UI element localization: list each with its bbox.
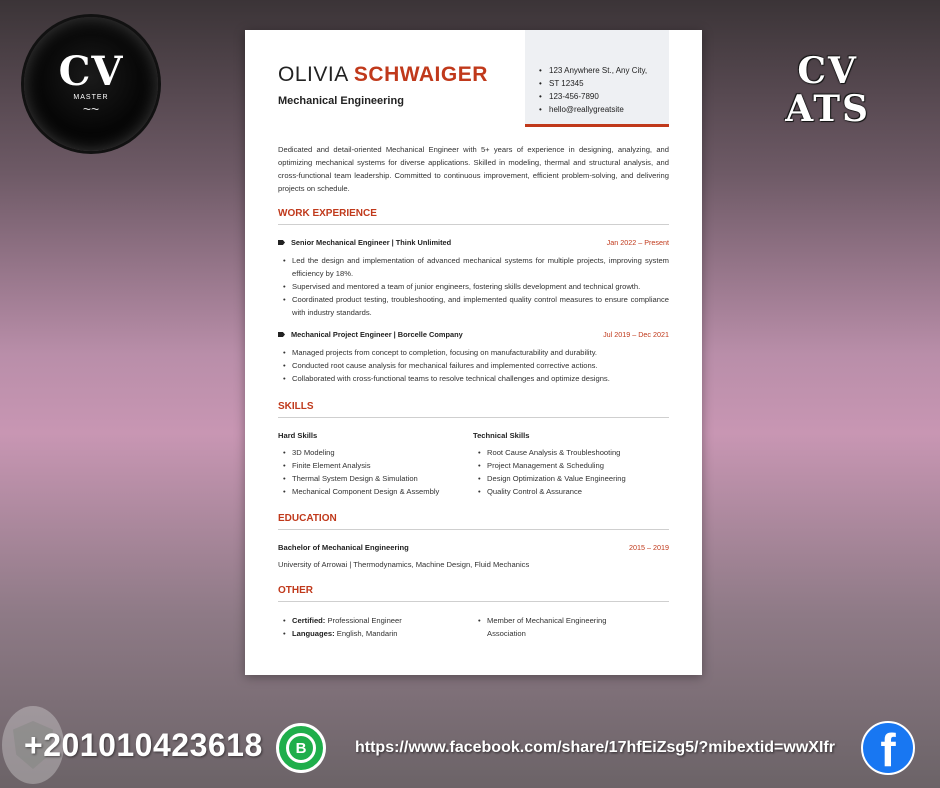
tag-icon — [278, 240, 285, 245]
job-title: Mechanical Project Engineer | Borcelle Company — [291, 330, 463, 339]
other-right-column — [473, 614, 633, 640]
logo-master-text: MASTER — [73, 94, 109, 101]
hard-skills-column — [278, 431, 468, 498]
certified-value: Professional Engineer — [327, 616, 402, 625]
last-name: SCHWAIGER — [353, 63, 488, 86]
skill-item: • 3D Modeling — [283, 446, 468, 459]
logo-cv-text: CV — [58, 48, 124, 95]
resume-page — [245, 30, 702, 675]
education-heading: EDUCATION — [278, 513, 669, 530]
education-entry — [278, 543, 669, 569]
cv-master-logo — [24, 17, 158, 151]
tag-icon — [278, 332, 285, 337]
hard-skills-heading: Hard Skills — [278, 431, 318, 440]
languages-item — [283, 627, 468, 640]
logo-swirl: ~~ — [82, 101, 100, 117]
job-bullet: • Managed projects from concept to completion, focusing on manufacturability and durability. — [283, 346, 669, 359]
job-bullet: • Collaborated with cross-functional teams to resolve technical challenges and optimize designs. — [283, 372, 669, 385]
job-date: Jan 2022 – Present — [606, 238, 669, 247]
certified-label: Certified: — [292, 616, 326, 625]
skill-item: • Root Cause Analysis & Troubleshooting — [478, 446, 663, 459]
job-bullet: • Supervised and mentored a team of junior engineers, fostering skills development and technical growth. — [283, 280, 669, 293]
work-experience-heading: WORK EXPERIENCE — [278, 208, 669, 225]
languages-label: Languages: — [292, 629, 335, 638]
candidate-role: Mechanical Engineering — [278, 95, 404, 107]
job-title: Senior Mechanical Engineer | Think Unlimited — [291, 238, 452, 247]
first-name: OLIVIA — [278, 63, 348, 86]
membership-item: • Member of Mechanical Engineering Association — [478, 614, 633, 640]
contact-box — [525, 30, 669, 127]
technical-skills-column — [473, 431, 663, 498]
candidate-name — [278, 63, 488, 87]
cv-ats-headline — [785, 52, 870, 128]
headline-ats: ATS — [785, 88, 870, 130]
phone-number: +201010423618 — [24, 727, 263, 763]
technical-skills-heading: Technical Skills — [473, 431, 530, 440]
skill-item: • Thermal System Design & Simulation — [283, 472, 468, 485]
contact-email: • hello@reallygreatsite — [539, 103, 669, 116]
certified-item — [283, 614, 468, 627]
skill-item: • Quality Control & Assurance — [478, 485, 663, 498]
job-entry — [278, 330, 669, 385]
degree-detail: University of Arrowai | Thermodynamics, Machine Design, Fluid Mechanics — [278, 560, 530, 569]
facebook-letter: f — [880, 724, 896, 775]
job-bullet: • Conducted root cause analysis for mechanical failures and implemented corrective actions. — [283, 359, 669, 372]
skill-item: • Design Optimization & Value Engineering — [478, 472, 663, 485]
contact-address-1: • 123 Anywhere St., Any City, — [539, 64, 669, 77]
contact-phone: • 123-456-7890 — [539, 90, 669, 103]
job-date: Jul 2019 – Dec 2021 — [603, 330, 669, 339]
facebook-icon[interactable] — [861, 721, 915, 775]
whatsapp-letter: B — [286, 733, 316, 763]
skills-heading: SKILLS — [278, 401, 669, 418]
contact-address-2-text: ST 12345 — [549, 79, 584, 88]
job-bullet: • Coordinated product testing, troubleshooting, and implemented quality control measures to ensure compliance with industry standards. — [283, 293, 669, 319]
whatsapp-business-icon[interactable] — [276, 723, 326, 773]
other-heading: OTHER — [278, 585, 669, 602]
skill-item: • Mechanical Component Design & Assembly — [283, 485, 468, 498]
job-bullet: • Led the design and implementation of advanced mechanical systems for multiple projects, improving system efficiency by 18%. — [283, 254, 669, 280]
languages-value: English, Mandarin — [336, 629, 398, 638]
job-entry — [278, 238, 669, 319]
degree-date: 2015 – 2019 — [629, 543, 669, 552]
skill-item: • Project Management & Scheduling — [478, 459, 663, 472]
headline-cv: CV — [797, 50, 858, 92]
skill-item: • Finite Element Analysis — [283, 459, 468, 472]
degree-title: Bachelor of Mechanical Engineering — [278, 543, 409, 552]
professional-summary: Dedicated and detail-oriented Mechanical Engineer with 5+ years of experience in designing, analyzing, and optimizing mechanical systems for diverse applications. Skilled in modeling, thermal and structural analysis, and cross-functional team leadership. Committed to continuous improvement, efficient problem-solving, and delivering projects on schedule. — [278, 145, 669, 193]
contact-address-2 — [539, 77, 669, 90]
facebook-url[interactable]: https://www.facebook.com/share/17hfEiZsg5/?mibextid=wwXIfr — [355, 739, 835, 756]
other-left-column — [278, 614, 468, 640]
